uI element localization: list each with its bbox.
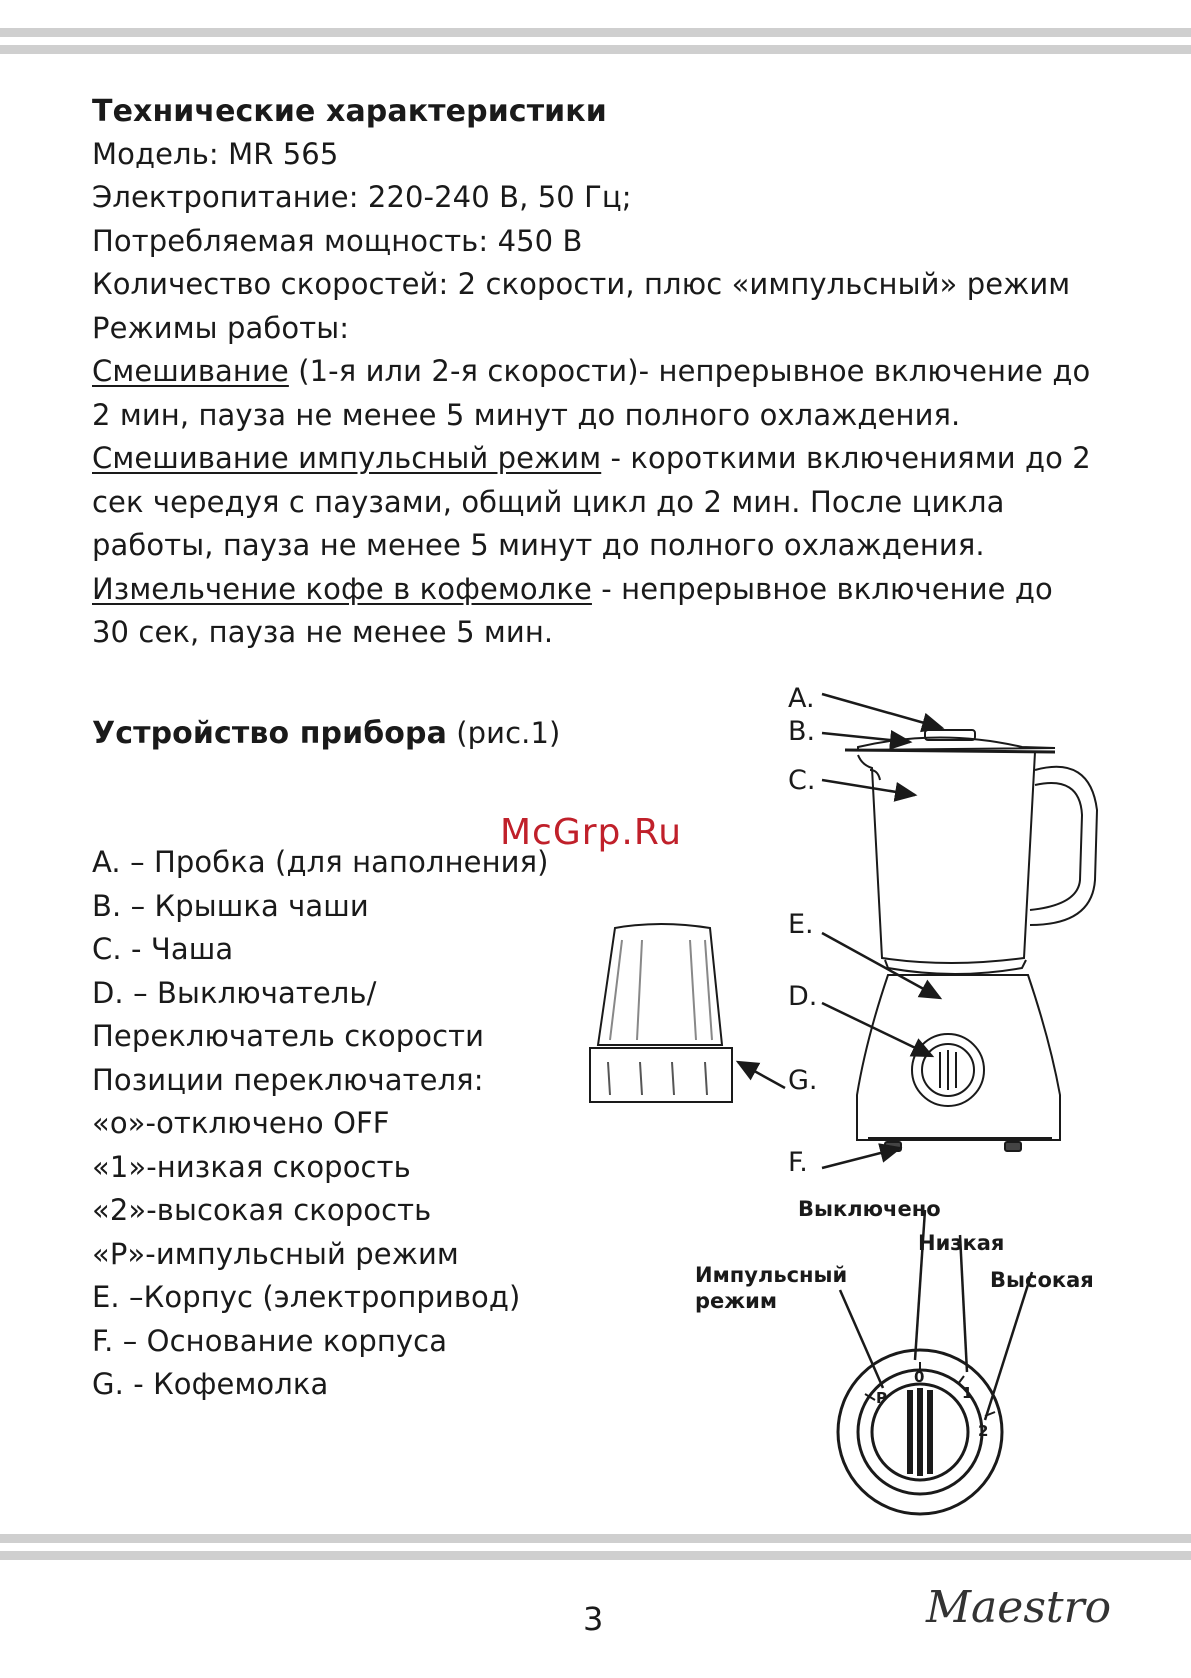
arrow-g: [738, 1062, 785, 1088]
fig-label-d: D.: [788, 981, 818, 1012]
dial-mark-zero: 0: [914, 1368, 925, 1386]
mode-1-line-2: 2 мин, пауза не менее 5 минут до полного охлаждения.: [92, 398, 961, 432]
device-heading-ref: (рис.1): [446, 716, 561, 750]
switch-label-low: Низкая: [918, 1231, 1005, 1255]
switch-positions-label: Позиции переключателя:: [92, 1063, 484, 1097]
part-e: E. –Корпус (электропривод): [92, 1280, 521, 1314]
mode-1-text: (1-я или 2-я скорости)- непрерывное включение до: [288, 354, 1091, 388]
switch-label-pulse-line-2: режим: [695, 1289, 778, 1313]
mode-2-title: Смешивание импульсный режим: [92, 441, 602, 475]
dial-mark-one: 1: [962, 1384, 973, 1402]
pointer-high: [985, 1272, 1032, 1420]
part-d: D. – Выключатель/: [92, 976, 377, 1010]
position-high: «2»-высокая скорость: [92, 1193, 432, 1227]
mode-3-title: Измельчение кофе в кофемолке: [92, 572, 592, 606]
part-c: C. - Чаша: [92, 932, 234, 966]
arrow-a: [822, 694, 942, 728]
position-pulse: «Р»-импульсный режим: [92, 1237, 459, 1271]
spec-power-supply: Электропитание: 220-240 В, 50 Гц;: [92, 180, 632, 214]
arrow-b: [822, 733, 910, 742]
mode-3-text: - непрерывное включение до: [591, 572, 1053, 606]
dial-mark-p: P: [876, 1389, 887, 1407]
specs-heading: Технические характеристики: [92, 94, 607, 129]
mode-2-text: - короткими включениями до 2: [601, 441, 1091, 475]
arrow-c: [822, 780, 915, 795]
part-f: F. – Основание корпуса: [92, 1324, 448, 1358]
fig-label-a: A.: [788, 683, 815, 714]
coffee-grinder: [590, 924, 732, 1102]
callout-arrows: [738, 694, 942, 1168]
fig-label-b: B.: [788, 716, 816, 747]
part-d-line-2: Переключатель скорости: [92, 1019, 485, 1053]
blender-jug: [845, 730, 1097, 974]
mode-3-line-2: 30 сек, пауза не менее 5 мин.: [92, 615, 554, 649]
spec-model: Модель: MR 565: [92, 137, 339, 171]
mode-1-title: Смешивание: [92, 354, 289, 388]
part-a: A. – Пробка (для наполнения): [92, 845, 549, 879]
part-b: B. – Крышка чаши: [92, 889, 369, 923]
device-heading-bold: Устройство прибора: [92, 716, 447, 751]
brand-logo: Maestro: [926, 1582, 1112, 1633]
position-low: «1»-низкая скорость: [92, 1150, 411, 1184]
mode-2-line-2: сек чередуя с паузами, общий цикл до 2 мин. После цикла: [92, 485, 1005, 519]
spec-consumption: Потребляемая мощность: 450 В: [92, 224, 583, 258]
page-number: 3: [583, 1600, 604, 1638]
switch-label-pulse: [695, 1262, 847, 1314]
switch-label-pulse-line-1: Импульсный: [695, 1263, 848, 1287]
dial-mark-two: 2: [978, 1422, 989, 1440]
fig-label-f: F.: [788, 1147, 808, 1178]
blender-base: [857, 975, 1060, 1151]
part-g: G. - Кофемолка: [92, 1367, 329, 1401]
spec-modes-label: Режимы работы:: [92, 311, 350, 345]
position-off: «о»-отключено OFF: [92, 1106, 390, 1140]
switch-label-high: Высокая: [990, 1268, 1094, 1292]
watermark: McGrp.Ru: [500, 812, 683, 853]
fig-label-e: E.: [788, 909, 814, 940]
spec-speeds: Количество скоростей: 2 скорости, плюс «импульсный» режим: [92, 267, 1071, 301]
arrow-f: [822, 1148, 900, 1168]
fig-label-c: C.: [788, 765, 816, 796]
fig-label-g: G.: [788, 1065, 818, 1096]
switch-label-off: Выключено: [798, 1197, 941, 1221]
mode-2-line-3: работы, пауза не менее 5 минут до полного охлаждения.: [92, 528, 985, 562]
